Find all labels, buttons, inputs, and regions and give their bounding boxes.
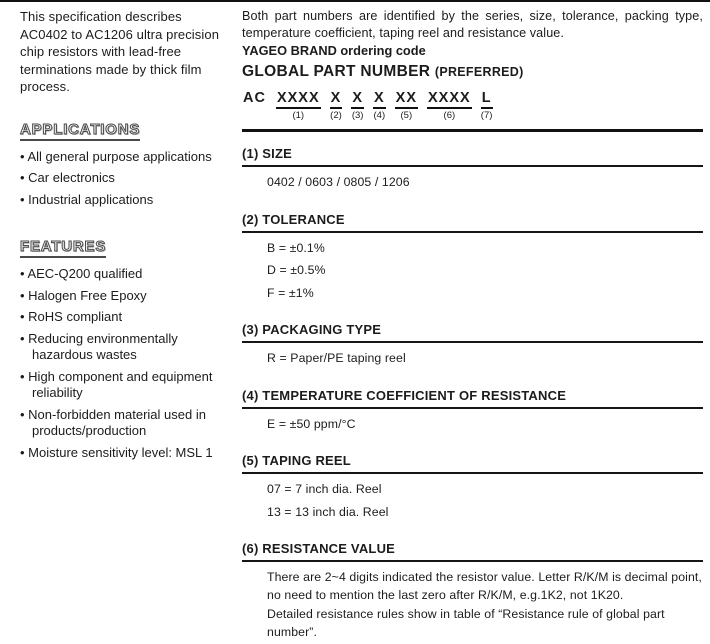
section-line: F = ±1% (267, 285, 314, 300)
section-line: 07 = 7 inch dia. Reel (267, 482, 382, 496)
left-column (0, 6, 232, 644)
spec-description: This specification describes AC0402 to AC1206 ultra precision chip resistors with lead-free terminations made by thick film process. (20, 9, 220, 95)
part-number-description: Both part numbers are identified by the series, size, tolerance, packing type, temperature coefficient, taping reel and resistance value. (242, 9, 703, 40)
section-temperature-coefficient (242, 388, 703, 440)
section-heading: (2) TOLERANCE (242, 212, 703, 233)
section-line: 13 = 13 inch dia. Reel (267, 504, 389, 519)
section-size (242, 146, 703, 198)
part-code-segment: AC (243, 90, 266, 106)
features-list (20, 266, 228, 461)
section-packaging-type (242, 322, 703, 374)
global-part-number-heading (242, 63, 703, 81)
part-code-segment: X (2) (330, 90, 342, 121)
list-item: • High component and equipment reliability (20, 369, 228, 402)
list-item: • RoHS compliant (20, 309, 228, 326)
section-line: 0402 / 0603 / 0805 / 1206 (267, 175, 410, 189)
section-tolerance (242, 212, 703, 309)
ordering-code-label: YAGEO BRAND ordering code (242, 43, 426, 58)
part-code-segment: X (3) (351, 90, 364, 121)
features-heading: FEATURES (20, 238, 106, 258)
list-item: • Moisture sensitivity level: MSL 1 (20, 445, 228, 462)
section-line: Detailed resistance rules show in table of “Resistance rule of global part number”. (267, 607, 665, 639)
applications-list (20, 149, 228, 209)
preferred-label: (PREFERRED) (434, 65, 524, 79)
list-item: • Car electronics (20, 170, 228, 187)
section-heading: (5) TAPING REEL (242, 453, 703, 474)
list-item: • Halogen Free Epoxy (20, 288, 228, 305)
list-item: • AEC-Q200 qualified (20, 266, 228, 283)
section-line: B = ±0.1% (267, 240, 325, 255)
part-code-segment: XXXX (1) (276, 90, 320, 121)
section-line: E = ±50 ppm/°C (267, 416, 356, 431)
section-line: There are 2~4 digits indicated the resistor value. Letter R/K/M is decimal point, no need to mention the last zero after R/K/M, e.g.1K2, not 1K20. (267, 570, 702, 602)
list-item: • Industrial applications (20, 192, 228, 209)
right-column (232, 6, 710, 644)
list-item: • All general purpose applications (20, 149, 228, 166)
section-heading: (3) PACKAGING TYPE (242, 322, 703, 343)
section-heading: (6) RESISTANCE VALUE (242, 541, 703, 562)
section-line: D = ±0.5% (267, 263, 326, 277)
section-line: R = Paper/PE taping reel (267, 351, 406, 365)
page-top-rule (0, 0, 710, 2)
list-item: • Non-forbidden material used in products/production (20, 407, 228, 440)
part-code-segment: X (4) (373, 90, 386, 121)
section-heading: (1) SIZE (242, 146, 703, 167)
applications-heading: APPLICATIONS (20, 121, 140, 141)
section-taping-reel (242, 453, 703, 527)
list-item: • Reducing environmentally hazardous wastes (20, 331, 228, 364)
part-code-segment: L (7) (480, 90, 493, 121)
part-code-segment: XXXX (6) (428, 90, 471, 121)
part-code-segment: XX (5) (395, 90, 417, 121)
global-part-number-text: GLOBAL PART NUMBER (242, 63, 431, 80)
section-heading: (4) TEMPERATURE COEFFICIENT OF RESISTANCE (242, 388, 703, 409)
section-resistance-value (242, 541, 703, 644)
part-code-diagram (242, 91, 703, 122)
section-divider-rule (242, 129, 703, 132)
